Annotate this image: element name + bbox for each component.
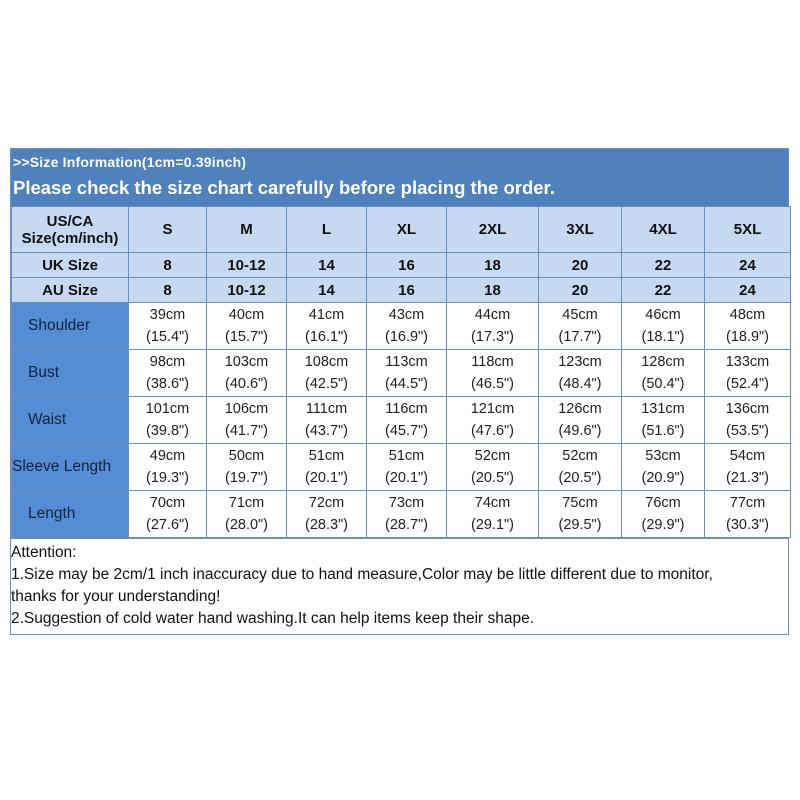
uk-size-cell: 22 bbox=[622, 253, 705, 278]
measurement-cell: 52cm (20.5") bbox=[447, 444, 539, 491]
measurement-cell: 77cm (30.3") bbox=[705, 491, 791, 538]
measurement-cell: 52cm (20.5") bbox=[539, 444, 622, 491]
measurement-cell: 111cm (43.7") bbox=[287, 397, 367, 444]
measurement-cell: 106cm (41.7") bbox=[207, 397, 287, 444]
uk-size-cell: 10-12 bbox=[207, 253, 287, 278]
measurement-cell: 44cm (17.3") bbox=[447, 303, 539, 350]
measurement-label: Length bbox=[12, 491, 129, 538]
au-size-label: AU Size bbox=[12, 278, 129, 303]
uk-size-row bbox=[12, 253, 791, 278]
au-size-row bbox=[12, 278, 791, 303]
size-info-heading: >>Size Information(1cm=0.39inch) bbox=[13, 154, 247, 170]
us-size-label: US/CA Size(cm/inch) bbox=[12, 207, 129, 253]
attention-notes bbox=[11, 538, 788, 634]
measurement-cell: 71cm (28.0") bbox=[207, 491, 287, 538]
attention-note-1-continued: thanks for your understanding! bbox=[11, 588, 221, 605]
measurement-cell: 126cm (49.6") bbox=[539, 397, 622, 444]
measurement-cell: 50cm (19.7") bbox=[207, 444, 287, 491]
measurement-label: Sleeve Length bbox=[12, 444, 129, 491]
size-header: L bbox=[287, 207, 367, 253]
size-header: M bbox=[207, 207, 287, 253]
measurement-cell: 123cm (48.4") bbox=[539, 350, 622, 397]
au-size-cell: 18 bbox=[447, 278, 539, 303]
uk-size-cell: 8 bbox=[129, 253, 207, 278]
size-chart bbox=[10, 148, 789, 635]
size-header: 3XL bbox=[539, 207, 622, 253]
measurement-cell: 133cm (52.4") bbox=[705, 350, 791, 397]
size-header: 4XL bbox=[622, 207, 705, 253]
measurement-cell: 45cm (17.7") bbox=[539, 303, 622, 350]
measurement-cell: 53cm (20.9") bbox=[622, 444, 705, 491]
measurement-row-shoulder bbox=[12, 303, 791, 350]
uk-size-label: UK Size bbox=[12, 253, 129, 278]
measurement-label: Waist bbox=[12, 397, 129, 444]
measurement-cell: 121cm (47.6") bbox=[447, 397, 539, 444]
size-header: S bbox=[129, 207, 207, 253]
size-chart-banner bbox=[11, 149, 788, 206]
measurement-cell: 103cm (40.6") bbox=[207, 350, 287, 397]
measurement-cell: 48cm (18.9") bbox=[705, 303, 791, 350]
measurement-cell: 40cm (15.7") bbox=[207, 303, 287, 350]
measurement-cell: 73cm (28.7") bbox=[367, 491, 447, 538]
measurement-cell: 131cm (51.6") bbox=[622, 397, 705, 444]
size-header: 5XL bbox=[705, 207, 791, 253]
au-size-cell: 16 bbox=[367, 278, 447, 303]
attention-note-1: 1.Size may be 2cm/1 inch inaccuracy due to hand measure,Color may be little different due to monitor, bbox=[11, 566, 713, 583]
measurement-cell: 101cm (39.8") bbox=[129, 397, 207, 444]
measurement-cell: 49cm (19.3") bbox=[129, 444, 207, 491]
measurement-cell: 118cm (46.5") bbox=[447, 350, 539, 397]
uk-size-cell: 16 bbox=[367, 253, 447, 278]
measurement-row-length bbox=[12, 491, 791, 538]
au-size-cell: 14 bbox=[287, 278, 367, 303]
uk-size-cell: 14 bbox=[287, 253, 367, 278]
size-header: XL bbox=[367, 207, 447, 253]
attention-note-2: 2.Suggestion of cold water hand washing.It can help items keep their shape. bbox=[11, 610, 535, 627]
us-size-row bbox=[12, 207, 791, 253]
measurement-cell: 98cm (38.6") bbox=[129, 350, 207, 397]
measurement-cell: 108cm (42.5") bbox=[287, 350, 367, 397]
measurement-cell: 76cm (29.9") bbox=[622, 491, 705, 538]
au-size-cell: 10-12 bbox=[207, 278, 287, 303]
measurement-cell: 113cm (44.5") bbox=[367, 350, 447, 397]
uk-size-cell: 20 bbox=[539, 253, 622, 278]
au-size-cell: 20 bbox=[539, 278, 622, 303]
measurement-label: Shoulder bbox=[12, 303, 129, 350]
measurement-cell: 46cm (18.1") bbox=[622, 303, 705, 350]
measurement-cell: 54cm (21.3") bbox=[705, 444, 791, 491]
measurement-cell: 51cm (20.1") bbox=[287, 444, 367, 491]
size-header: 2XL bbox=[447, 207, 539, 253]
measurement-row-sleeve-length bbox=[12, 444, 791, 491]
au-size-cell: 24 bbox=[705, 278, 791, 303]
attention-title: Attention: bbox=[11, 544, 77, 561]
measurement-cell: 72cm (28.3") bbox=[287, 491, 367, 538]
measurement-cell: 136cm (53.5") bbox=[705, 397, 791, 444]
au-size-cell: 22 bbox=[622, 278, 705, 303]
measurement-cell: 70cm (27.6") bbox=[129, 491, 207, 538]
au-size-cell: 8 bbox=[129, 278, 207, 303]
measurement-cell: 51cm (20.1") bbox=[367, 444, 447, 491]
uk-size-cell: 18 bbox=[447, 253, 539, 278]
uk-size-cell: 24 bbox=[705, 253, 791, 278]
measurement-cell: 43cm (16.9") bbox=[367, 303, 447, 350]
measurement-row-waist bbox=[12, 397, 791, 444]
measurement-cell: 75cm (29.5") bbox=[539, 491, 622, 538]
size-notice: Please check the size chart carefully before placing the order. bbox=[13, 177, 555, 198]
measurement-cell: 128cm (50.4") bbox=[622, 350, 705, 397]
measurement-cell: 39cm (15.4") bbox=[129, 303, 207, 350]
measurement-label: Bust bbox=[12, 350, 129, 397]
size-table bbox=[11, 206, 791, 538]
measurement-row-bust bbox=[12, 350, 791, 397]
measurement-cell: 41cm (16.1") bbox=[287, 303, 367, 350]
measurement-cell: 116cm (45.7") bbox=[367, 397, 447, 444]
measurement-cell: 74cm (29.1") bbox=[447, 491, 539, 538]
